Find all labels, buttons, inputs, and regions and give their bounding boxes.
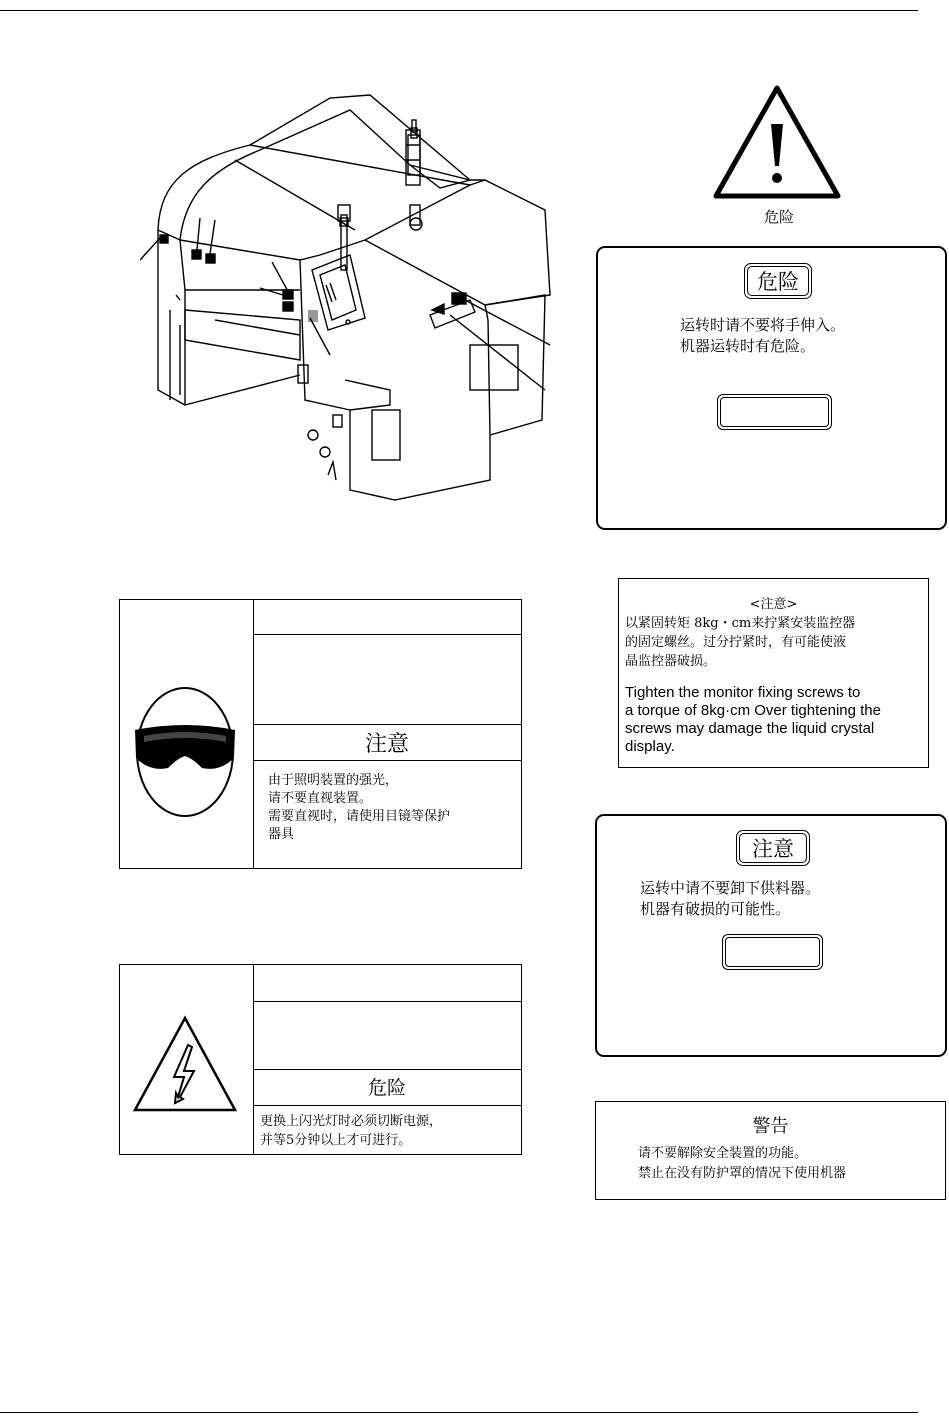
- machine-illustration: [140, 90, 560, 510]
- shock-title: 危险: [367, 1077, 406, 1099]
- warning-line-2: 禁止在没有防护罩的情况下使用机器: [638, 1166, 847, 1181]
- danger-title: 危险: [747, 266, 809, 296]
- electric-shock-icon: [132, 1015, 238, 1113]
- danger-title-frame: [744, 263, 812, 299]
- torque-zh-2: 的固定螺丝。过分拧紧时，有可能使液: [625, 635, 847, 650]
- shock-line-2: 并等5分钟以上才可进行。: [260, 1133, 412, 1148]
- warning-line-1: 请不要解除安全装置的功能。: [638, 1146, 808, 1161]
- goggles-title: 注意: [364, 732, 409, 757]
- warning-title: 警告: [752, 1116, 789, 1137]
- blank-placard: [722, 934, 823, 970]
- triangle-caption: 危险: [763, 208, 794, 226]
- safety-goggles-icon: [130, 680, 240, 820]
- goggles-line-4: 器具: [268, 827, 295, 842]
- warning-label: [595, 1101, 946, 1200]
- shock-label: [119, 964, 522, 1155]
- torque-en-3: screws may damage the liquid crystal: [625, 720, 875, 737]
- danger-line-1: 运转时请不要将手伸入。: [680, 316, 846, 334]
- torque-zh-1: 以紧固转矩 8kg・cm来拧紧安装监控器: [625, 616, 856, 631]
- danger-line-2: 机器运转时有危险。: [680, 337, 816, 355]
- torque-en-2: a torque of 8kg·cm Over tightening the: [625, 702, 881, 719]
- goggles-line-1: 由于照明装置的强光，: [268, 773, 399, 788]
- caution-label-feeder: [595, 814, 947, 1057]
- goggles-label: [119, 599, 522, 869]
- blank-placard: [717, 394, 832, 430]
- bottom-rule: [0, 1412, 918, 1413]
- goggles-line-3: 需要直视时，请使用目镜等保护: [268, 809, 451, 824]
- torque-title: <注意>: [749, 597, 798, 612]
- caution-line-1: 运转中请不要卸下供料器。: [640, 879, 821, 897]
- shock-line-1: 更换上闪光灯时必须切断电源，: [260, 1114, 443, 1129]
- torque-en-1: Tighten the monitor fixing screws to: [625, 684, 861, 701]
- caution-title-frame: [736, 830, 810, 866]
- caution-line-2: 机器有破损的可能性。: [640, 900, 791, 918]
- torque-zh-3: 晶监控器破损。: [625, 654, 717, 669]
- torque-label: [618, 578, 929, 768]
- caution-title: 注意: [739, 833, 807, 863]
- goggles-line-2: 请不要直视装置。: [268, 791, 373, 806]
- danger-label-hands: [596, 246, 947, 530]
- torque-en-4: display.: [625, 738, 675, 755]
- top-rule: [0, 10, 918, 11]
- warning-triangle-icon: [712, 84, 842, 204]
